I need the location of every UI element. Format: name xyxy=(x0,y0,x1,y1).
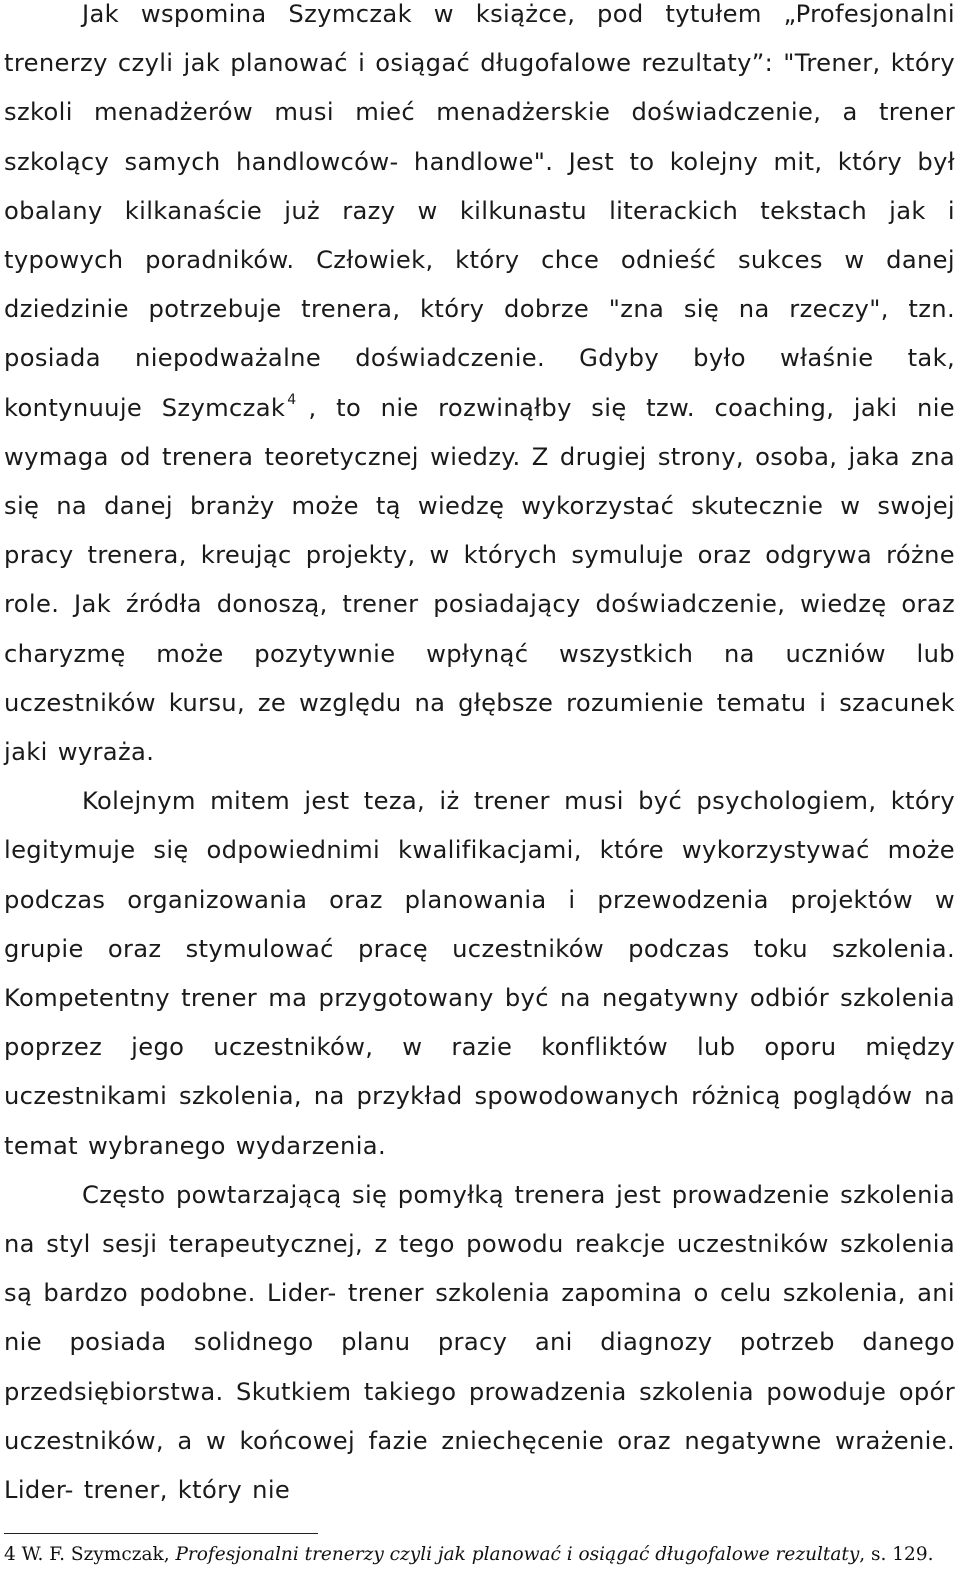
footnote-page: , s. 129. xyxy=(859,1544,934,1565)
footnote-title: Profesjonalni trenerzy czyli jak planować i osiągać długofalowe rezultaty xyxy=(175,1544,860,1565)
footnote-author: W. F. Szymczak, xyxy=(21,1544,170,1565)
body-paragraph-2: Kolejnym mitem jest teza, iż trener musi być psychologiem, który legitymuje się odpowiednimi kwalifikacjami, które wykorzystywać może podczas organizowania oraz planowania i przewodzenia projektów w grupie oraz stymulować pracę uczestników podczas toku szkolenia. Kompetentny trener ma przygotowany być na negatywny odbiór szkolenia poprzez jego uczestników, w razie konfliktów lub oporu między uczestnikami szkolenia, na przykład spowodowanych różnicą poglądów na temat wybranego wydarzenia. xyxy=(4,787,955,1160)
body-paragraph-3: Często powtarzającą się pomyłką trenera jest prowadzenie szkolenia na styl sesji terapeutycznej, z tego powodu reakcje uczestników szkolenia są bardzo podobne. Lider- trener szkolenia zapomina o celu szkolenia, ani nie posiada solidnego planu pracy ani diagnozy potrzeb danego przedsiębiorstwa. Skutkiem takiego prowadzenia szkolenia powoduje opór uczestników, a w końcowej fazie zniechęcenie oraz negatywne wrażenie. Lider- trener, który nie xyxy=(4,1180,955,1505)
footnote-separator xyxy=(4,1533,318,1534)
footnote-reference[interactable]: 4 xyxy=(287,392,297,409)
document-page xyxy=(4,0,955,1515)
footnote-number: 4 xyxy=(4,1544,16,1565)
body-paragraph-1 xyxy=(4,0,955,777)
paragraph-text: Jak wspomina Szymczak w książce, pod tytułem „Profesjonalni trenerzy czyli jak planować i osiągać długofalowe rezultaty”: "Trener, który szkoli menadżerów musi mieć menadżerskie doświadczenie, a trener szkolący samych handlowców- handlowe". Jest to kolejny mit, który był obalany kilkanaście już razy w kilkunastu literackich tekstach jak i typowych poradników. Człowiek, który chce odnieść sukces w danej dziedzinie potrzebuje trenera, który dobrze "zna się na rzeczy", tzn. posiada niepodważalne doświadczenie. Gdyby było właśnie tak, kontynuuje Szymczak xyxy=(4,0,955,422)
paragraph-text: , to nie rozwinąłby się tzw. coaching, jaki nie wymaga od trenera teoretycznej wiedzy. Z drugiej strony, osoba, jaka zna się na danej branży może tą wiedzę wykorzystać skutecznie w swojej pracy trenera, kreując projekty, w których symuluje oraz odgrywa różne role. Jak źródła donoszą, trener posiadający doświadczenie, wiedzę oraz charyzmę może pozytywnie wpłynąć wszystkich na uczniów lub uczestników kursu, ze względu na głębsze rozumienie tematu i szacunek jaki wyraża. xyxy=(4,393,956,767)
footnote xyxy=(4,1543,955,1567)
